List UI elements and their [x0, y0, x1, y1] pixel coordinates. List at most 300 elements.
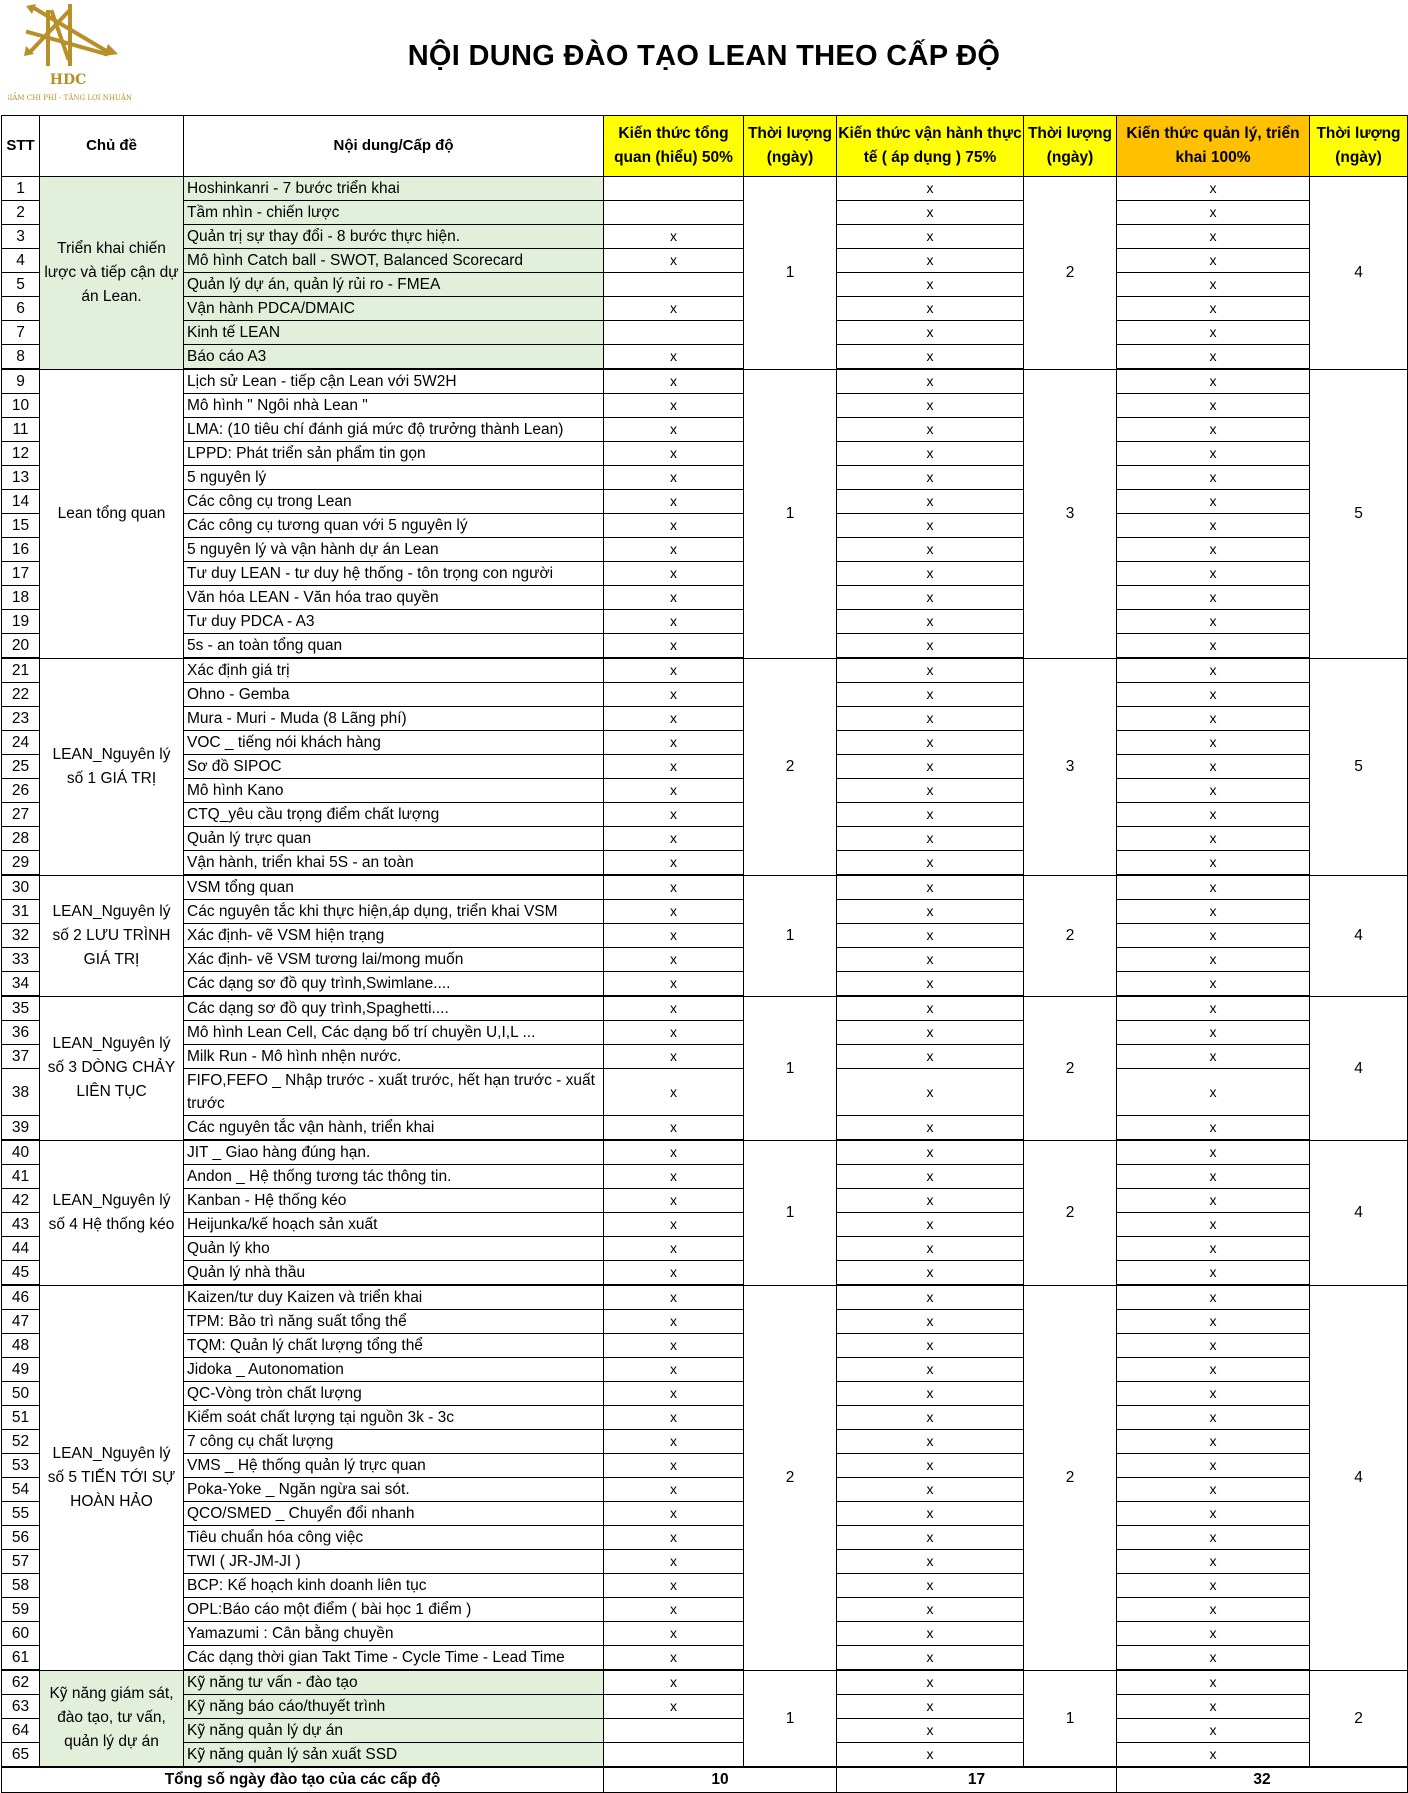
content-cell: Tầm nhìn - chiến lược [184, 201, 604, 225]
content-cell: Kinh tế LEAN [184, 321, 604, 345]
level1-mark: x [604, 514, 744, 538]
level1-mark: x [604, 1140, 744, 1165]
row-number: 31 [2, 900, 40, 924]
level3-mark: x [1117, 201, 1310, 225]
content-cell: CTQ_yêu cầu trọng điểm chất lượng [184, 803, 604, 827]
level1-mark: x [604, 875, 744, 900]
level1-mark: x [604, 610, 744, 634]
level1-mark: x [604, 1045, 744, 1069]
level3-mark: x [1117, 924, 1310, 948]
level1-mark: x [604, 924, 744, 948]
content-cell: Hoshinkanri - 7 bước triển khai [184, 177, 604, 201]
row-number: 47 [2, 1310, 40, 1334]
level3-mark: x [1117, 803, 1310, 827]
level1-mark: x [604, 1478, 744, 1502]
level2-mark: x [837, 1261, 1024, 1286]
level1-mark: x [604, 996, 744, 1021]
row-number: 35 [2, 996, 40, 1021]
level1-mark: x [604, 1189, 744, 1213]
table-row [2, 851, 1408, 876]
level1-mark: x [604, 731, 744, 755]
content-cell: Vận hành, triển khai 5S - an toàn [184, 851, 604, 876]
level3-mark: x [1117, 273, 1310, 297]
level2-mark: x [837, 851, 1024, 876]
level2-mark: x [837, 586, 1024, 610]
content-cell: 7 công cụ chất lượng [184, 1430, 604, 1454]
level1-mark: x [604, 1069, 744, 1116]
content-cell: Vận hành PDCA/DMAIC [184, 297, 604, 321]
duration3-cell: 4 [1310, 875, 1408, 996]
duration1-cell: 2 [744, 658, 837, 875]
content-cell: Quản lý dự án, quản lý rủi ro - FMEA [184, 273, 604, 297]
row-number: 52 [2, 1430, 40, 1454]
level3-mark: x [1117, 490, 1310, 514]
level3-mark: x [1117, 1454, 1310, 1478]
level2-mark: x [837, 1165, 1024, 1189]
col-header-level2: Kiến thức vận hành thực tế ( áp dụng ) 75% [837, 116, 1024, 177]
level3-mark: x [1117, 1550, 1310, 1574]
level1-mark: x [604, 1165, 744, 1189]
level2-mark: x [837, 1021, 1024, 1045]
table-row [2, 586, 1408, 610]
level3-mark: x [1117, 297, 1310, 321]
table-row [2, 273, 1408, 297]
level2-mark: x [837, 1430, 1024, 1454]
level3-mark: x [1117, 1140, 1310, 1165]
level3-mark: x [1117, 177, 1310, 201]
row-number: 43 [2, 1213, 40, 1237]
content-cell: VMS _ Hệ thống quản lý trực quan [184, 1454, 604, 1478]
level3-mark: x [1117, 249, 1310, 273]
content-cell: Mô hình Kano [184, 779, 604, 803]
table-row [2, 803, 1408, 827]
content-cell: Heijunka/kế hoạch sản xuất [184, 1213, 604, 1237]
row-number: 48 [2, 1334, 40, 1358]
row-number: 37 [2, 1045, 40, 1069]
row-number: 45 [2, 1261, 40, 1286]
table-row [2, 1719, 1408, 1743]
level2-mark: x [837, 972, 1024, 997]
level3-mark: x [1117, 1695, 1310, 1719]
table-row [2, 249, 1408, 273]
content-cell: Kỹ năng báo cáo/thuyết trình [184, 1695, 604, 1719]
level2-mark: x [837, 900, 1024, 924]
level3-mark: x [1117, 466, 1310, 490]
row-number: 64 [2, 1719, 40, 1743]
level3-mark: x [1117, 779, 1310, 803]
level3-mark: x [1117, 1598, 1310, 1622]
topic-cell: LEAN_Nguyên lý số 2 LƯU TRÌNH GIÁ TRỊ [40, 875, 184, 996]
table-row [2, 1574, 1408, 1598]
level3-mark: x [1117, 369, 1310, 394]
logo-text: HDC [49, 72, 87, 88]
level2-mark: x [837, 1719, 1024, 1743]
duration2-cell: 2 [1024, 996, 1117, 1140]
content-cell: Các nguyên tắc vận hành, triển khai [184, 1116, 604, 1141]
content-cell: Kỹ năng quản lý dự án [184, 1719, 604, 1743]
duration2-cell: 1 [1024, 1670, 1117, 1767]
content-cell: Các dạng sơ đồ quy trình,Spaghetti.... [184, 996, 604, 1021]
row-number: 15 [2, 514, 40, 538]
content-cell: Kỹ năng tư vấn - đào tạo [184, 1670, 604, 1695]
level3-mark: x [1117, 1116, 1310, 1141]
level3-mark: x [1117, 1261, 1310, 1286]
row-number: 62 [2, 1670, 40, 1695]
level1-mark: x [604, 562, 744, 586]
table-row [2, 683, 1408, 707]
level2-mark: x [837, 1213, 1024, 1237]
level3-mark: x [1117, 1382, 1310, 1406]
level3-mark: x [1117, 1406, 1310, 1430]
level2-mark: x [837, 875, 1024, 900]
level1-mark: x [604, 249, 744, 273]
row-number: 6 [2, 297, 40, 321]
level3-mark: x [1117, 1719, 1310, 1743]
table-row [2, 1165, 1408, 1189]
col-header-duration3: Thời lượng (ngày) [1310, 116, 1408, 177]
level3-mark: x [1117, 1021, 1310, 1045]
level1-mark: x [604, 1598, 744, 1622]
row-number: 7 [2, 321, 40, 345]
row-number: 21 [2, 658, 40, 683]
table-row [2, 514, 1408, 538]
level1-mark: x [604, 1622, 744, 1646]
level1-mark: x [604, 394, 744, 418]
level2-mark: x [837, 177, 1024, 201]
header-row [2, 116, 1408, 177]
level3-mark: x [1117, 345, 1310, 370]
content-cell: Jidoka _ Autonomation [184, 1358, 604, 1382]
level3-mark: x [1117, 1358, 1310, 1382]
row-number: 11 [2, 418, 40, 442]
row-number: 22 [2, 683, 40, 707]
row-number: 10 [2, 394, 40, 418]
level2-mark: x [837, 1334, 1024, 1358]
row-number: 26 [2, 779, 40, 803]
level3-mark: x [1117, 1310, 1310, 1334]
level2-mark: x [837, 514, 1024, 538]
table-row [2, 996, 1408, 1021]
duration1-cell: 2 [744, 1285, 837, 1670]
table-row [2, 297, 1408, 321]
table-row [2, 707, 1408, 731]
level3-mark: x [1117, 1670, 1310, 1695]
table-row [2, 1646, 1408, 1671]
level3-mark: x [1117, 1743, 1310, 1768]
level1-mark: x [604, 948, 744, 972]
level1-mark: x [604, 1382, 744, 1406]
level1-mark [604, 177, 744, 201]
table-row [2, 418, 1408, 442]
duration1-cell: 1 [744, 875, 837, 996]
row-number: 40 [2, 1140, 40, 1165]
level1-mark: x [604, 683, 744, 707]
col-header-content: Nội dung/Cấp độ [184, 116, 604, 177]
table-row [2, 1598, 1408, 1622]
level2-mark: x [837, 273, 1024, 297]
table-row [2, 1310, 1408, 1334]
level1-mark: x [604, 1261, 744, 1286]
level1-mark [604, 273, 744, 297]
level2-mark: x [837, 1550, 1024, 1574]
duration2-cell: 3 [1024, 658, 1117, 875]
content-cell: Quản trị sự thay đổi - 8 bước thực hiện. [184, 225, 604, 249]
row-number: 39 [2, 1116, 40, 1141]
level2-mark: x [837, 1478, 1024, 1502]
row-number: 46 [2, 1285, 40, 1310]
content-cell: Quản lý nhà thầu [184, 1261, 604, 1286]
content-cell: Lịch sử Lean - tiếp cận Lean với 5W2H [184, 369, 604, 394]
table-row [2, 731, 1408, 755]
table-row [2, 1285, 1408, 1310]
row-number: 19 [2, 610, 40, 634]
level3-mark: x [1117, 658, 1310, 683]
row-number: 61 [2, 1646, 40, 1671]
level3-mark: x [1117, 1189, 1310, 1213]
level1-mark: x [604, 1116, 744, 1141]
level2-mark: x [837, 827, 1024, 851]
topic-cell: LEAN_Nguyên lý số 4 Hệ thống kéo [40, 1140, 184, 1285]
table-row [2, 1140, 1408, 1165]
content-cell: Các dạng sơ đồ quy trình,Swimlane.... [184, 972, 604, 997]
level2-mark: x [837, 1069, 1024, 1116]
content-cell: Tư duy PDCA - A3 [184, 610, 604, 634]
row-number: 56 [2, 1526, 40, 1550]
level2-mark: x [837, 1670, 1024, 1695]
table-row [2, 948, 1408, 972]
level2-mark: x [837, 1406, 1024, 1430]
table-row [2, 779, 1408, 803]
table-row [2, 466, 1408, 490]
duration1-cell: 1 [744, 369, 837, 658]
level3-mark: x [1117, 538, 1310, 562]
content-cell: Sơ đồ SIPOC [184, 755, 604, 779]
level2-mark: x [837, 803, 1024, 827]
level1-mark: x [604, 827, 744, 851]
duration1-cell: 1 [744, 1140, 837, 1285]
row-number: 2 [2, 201, 40, 225]
table-row [2, 634, 1408, 659]
level2-mark: x [837, 1285, 1024, 1310]
content-cell: Xác định giá trị [184, 658, 604, 683]
table-row [2, 1406, 1408, 1430]
content-cell: TQM: Quản lý chất lượng tổng thể [184, 1334, 604, 1358]
level3-mark: x [1117, 1069, 1310, 1116]
level2-mark: x [837, 1526, 1024, 1550]
duration3-cell: 4 [1310, 177, 1408, 370]
level2-mark: x [837, 345, 1024, 370]
level2-mark: x [837, 1574, 1024, 1598]
row-number: 32 [2, 924, 40, 948]
row-number: 23 [2, 707, 40, 731]
level3-mark: x [1117, 514, 1310, 538]
row-number: 3 [2, 225, 40, 249]
row-number: 4 [2, 249, 40, 273]
table-row [2, 538, 1408, 562]
row-number: 33 [2, 948, 40, 972]
level1-mark: x [604, 755, 744, 779]
table-row [2, 177, 1408, 201]
content-cell: Các nguyên tắc khi thực hiện,áp dụng, triển khai VSM [184, 900, 604, 924]
level3-mark: x [1117, 1045, 1310, 1069]
row-number: 38 [2, 1069, 40, 1116]
content-cell: QC-Vòng tròn chất lượng [184, 1382, 604, 1406]
level1-mark: x [604, 1526, 744, 1550]
duration1-cell: 1 [744, 996, 837, 1140]
duration1-cell: 1 [744, 177, 837, 370]
level2-mark: x [837, 1116, 1024, 1141]
level3-mark: x [1117, 1646, 1310, 1671]
table-row [2, 562, 1408, 586]
content-cell: Ohno - Gemba [184, 683, 604, 707]
level1-mark: x [604, 779, 744, 803]
row-number: 54 [2, 1478, 40, 1502]
level1-mark: x [604, 658, 744, 683]
level1-mark: x [604, 225, 744, 249]
content-cell: Kanban - Hệ thống kéo [184, 1189, 604, 1213]
level1-mark: x [604, 1550, 744, 1574]
table-row [2, 1550, 1408, 1574]
row-number: 16 [2, 538, 40, 562]
row-number: 5 [2, 273, 40, 297]
row-number: 28 [2, 827, 40, 851]
total-level1: 10 [604, 1767, 837, 1793]
level3-mark: x [1117, 1165, 1310, 1189]
level1-mark: x [604, 972, 744, 997]
level1-mark: x [604, 1237, 744, 1261]
level2-mark: x [837, 369, 1024, 394]
logo-slogan: GIẢM CHI PHÍ - TĂNG LỢI NHUẬN [8, 94, 133, 102]
content-cell: Xác định- vẽ VSM hiện trạng [184, 924, 604, 948]
level2-mark: x [837, 731, 1024, 755]
row-number: 25 [2, 755, 40, 779]
level1-mark: x [604, 1430, 744, 1454]
row-number: 41 [2, 1165, 40, 1189]
content-cell: 5 nguyên lý và vận hành dự án Lean [184, 538, 604, 562]
level2-mark: x [837, 707, 1024, 731]
row-number: 42 [2, 1189, 40, 1213]
duration2-cell: 2 [1024, 875, 1117, 996]
row-number: 49 [2, 1358, 40, 1382]
level3-mark: x [1117, 972, 1310, 997]
col-header-topic: Chủ đề [40, 116, 184, 177]
duration2-cell: 3 [1024, 369, 1117, 658]
level2-mark: x [837, 755, 1024, 779]
table-row [2, 1116, 1408, 1141]
row-number: 12 [2, 442, 40, 466]
level3-mark: x [1117, 996, 1310, 1021]
level2-mark: x [837, 321, 1024, 345]
level1-mark: x [604, 1695, 744, 1719]
level2-mark: x [837, 1743, 1024, 1768]
row-number: 50 [2, 1382, 40, 1406]
table-row [2, 1430, 1408, 1454]
content-cell: Tư duy LEAN - tư duy hệ thống - tôn trọng con người [184, 562, 604, 586]
level2-mark: x [837, 442, 1024, 466]
content-cell: VSM tổng quan [184, 875, 604, 900]
level1-mark: x [604, 442, 744, 466]
level2-mark: x [837, 249, 1024, 273]
level1-mark: x [604, 1310, 744, 1334]
level3-mark: x [1117, 1334, 1310, 1358]
col-header-level3: Kiến thức quản lý, triển khai 100% [1117, 116, 1310, 177]
row-number: 44 [2, 1237, 40, 1261]
level2-mark: x [837, 418, 1024, 442]
level1-mark: x [604, 369, 744, 394]
total-label: Tổng số ngày đào tạo của các cấp độ [2, 1767, 604, 1793]
row-number: 9 [2, 369, 40, 394]
total-row [2, 1767, 1408, 1793]
col-header-level1: Kiến thức tổng quan (hiểu) 50% [604, 116, 744, 177]
level3-mark: x [1117, 225, 1310, 249]
content-cell: Milk Run - Mô hình nhện nước. [184, 1045, 604, 1069]
level2-mark: x [837, 1237, 1024, 1261]
level1-mark: x [604, 418, 744, 442]
content-cell: FIFO,FEFO _ Nhập trước - xuất trước, hết hạn trước - xuất trước [184, 1069, 604, 1116]
level2-mark: x [837, 1622, 1024, 1646]
level2-mark: x [837, 1382, 1024, 1406]
level2-mark: x [837, 1695, 1024, 1719]
level3-mark: x [1117, 321, 1310, 345]
level1-mark: x [604, 634, 744, 659]
table-row [2, 1261, 1408, 1286]
level1-mark: x [604, 707, 744, 731]
content-cell: 5s - an toàn tổng quan [184, 634, 604, 659]
table-row [2, 1670, 1408, 1695]
row-number: 1 [2, 177, 40, 201]
level1-mark: x [604, 586, 744, 610]
content-cell: Xác định- vẽ VSM tương lai/mong muốn [184, 948, 604, 972]
level1-mark: x [604, 297, 744, 321]
row-number: 51 [2, 1406, 40, 1430]
level1-mark: x [604, 466, 744, 490]
row-number: 13 [2, 466, 40, 490]
table-row [2, 827, 1408, 851]
table-row [2, 394, 1408, 418]
level3-mark: x [1117, 586, 1310, 610]
level2-mark: x [837, 562, 1024, 586]
row-number: 58 [2, 1574, 40, 1598]
duration3-cell: 4 [1310, 996, 1408, 1140]
level1-mark [604, 1743, 744, 1768]
level3-mark: x [1117, 418, 1310, 442]
level2-mark: x [837, 297, 1024, 321]
content-cell: Mô hình Lean Cell, Các dạng bố trí chuyền U,I,L ... [184, 1021, 604, 1045]
row-number: 65 [2, 1743, 40, 1768]
level3-mark: x [1117, 1574, 1310, 1598]
duration1-cell: 1 [744, 1670, 837, 1767]
content-cell: BCP: Kế hoạch kinh doanh liên tục [184, 1574, 604, 1598]
content-cell: Các dạng thời gian Takt Time - Cycle Time - Lead Time [184, 1646, 604, 1671]
table-row [2, 924, 1408, 948]
table-row [2, 900, 1408, 924]
table-row [2, 875, 1408, 900]
table-row [2, 321, 1408, 345]
level2-mark: x [837, 490, 1024, 514]
content-cell: OPL:Báo cáo một điểm ( bài học 1 điểm ) [184, 1598, 604, 1622]
table-row [2, 1478, 1408, 1502]
row-number: 30 [2, 875, 40, 900]
level3-mark: x [1117, 1285, 1310, 1310]
row-number: 17 [2, 562, 40, 586]
table-row [2, 1695, 1408, 1719]
level3-mark: x [1117, 1502, 1310, 1526]
level1-mark: x [604, 1021, 744, 1045]
level2-mark: x [837, 1502, 1024, 1526]
table-row [2, 345, 1408, 370]
table-row [2, 1213, 1408, 1237]
level2-mark: x [837, 658, 1024, 683]
